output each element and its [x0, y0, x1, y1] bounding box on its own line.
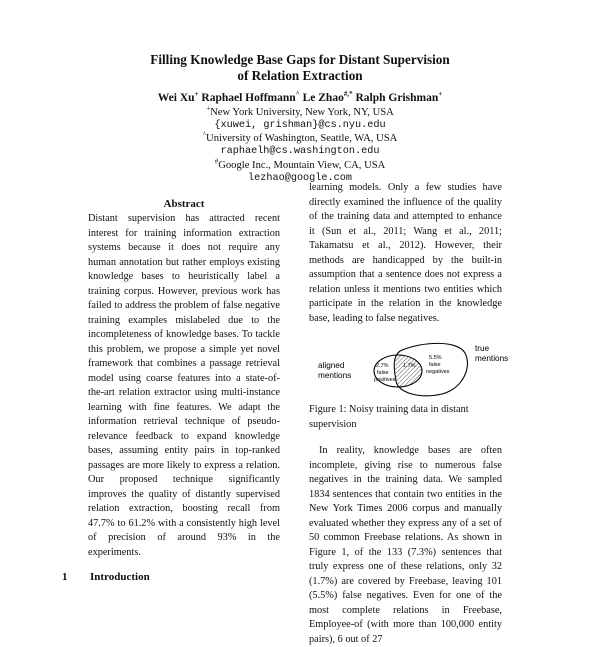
label-aligned-1: aligned — [318, 361, 345, 370]
affiliation-text: Google Inc., Mountain View, CA, USA — [218, 160, 386, 171]
author-mark: #,* — [343, 90, 353, 99]
label-overlap-pct: 1.7% — [403, 363, 416, 369]
section-heading-introduction — [62, 571, 150, 583]
affiliation-mark: # — [214, 157, 219, 166]
abstract-heading: Abstract — [163, 198, 205, 210]
author-name: Wei Xu — [157, 92, 195, 104]
title-line-2: of Relation Extraction — [237, 68, 363, 83]
body-paragraph: learning models. Only a few studies have directly examined the influence of the quality of the training data and attempted to enhance it (Sun et al., 2011; Wang et al., 2011; Takamatsu et al., 2012). However, their methods are handicapped by the built-in assumption that a sentence does not express a relation unless it mentions two entities which participate in the relation in the knowledge base, leading to false negatives. — [309, 182, 502, 324]
affiliation-text: University of Washington, Seattle, WA, USA — [206, 133, 398, 144]
author-mark: + — [438, 90, 443, 99]
email-nyu[interactable]: {xuwei, grishman}@cs.nyu.edu — [214, 120, 386, 131]
affiliation-uw — [60, 132, 540, 145]
label-fn-1: false — [429, 362, 441, 368]
author-name: Raphael Hoffmann — [201, 92, 296, 104]
author-mark: + — [194, 90, 199, 99]
author-list — [60, 91, 540, 105]
right-column-top — [309, 181, 502, 326]
figure-1-venn-diagram — [312, 338, 509, 400]
label-fn-pct: 5.5% — [429, 355, 442, 361]
section-number: 1 — [62, 571, 68, 583]
label-fn-2: negatives — [426, 369, 450, 375]
paper-title — [60, 52, 540, 84]
label-aligned-2: mentions — [318, 371, 352, 380]
email-google[interactable]: lezhao@google.com — [248, 173, 352, 184]
abstract-text: Distant supervision has attracted recent interest for training information extraction systems because it does not require any human annotation but rather employs existing knowledge bases to heuristically label a training corpus. However, previous work has failed to address the problem of false negative training examples mislabeled due to the incompleteness of knowledge bases. To tackle this problem, we propose a simple yet novel framework that combines a passage retrieval model using coarse features into a state-of-the-art relation extractor using multi-instance learning with fine features. We adapt the information retrieval technique of pseudo-relevance feedback to expand knowledge bases, assuming entity pairs in top-ranked passages are more likely to express a relation. Our proposed technique significantly improves the quality of distantly supervised relation extraction, boosting recall from 47.7% to 61.2% with a consistently high level of precision of around 93% in the experiments. — [88, 213, 280, 558]
label-fp-pct: 2.7% — [376, 363, 389, 369]
affiliation-text: New York University, New York, NY, USA — [210, 107, 394, 118]
author-mark: ^ — [295, 90, 300, 99]
abstract-body — [88, 212, 280, 560]
label-true-2: mentions — [475, 354, 509, 363]
affiliation-nyu — [60, 106, 540, 119]
affiliation-mark: + — [206, 104, 211, 113]
author-name: Le Zhao — [302, 92, 344, 104]
email-uw[interactable]: raphaelh@cs.washington.edu — [220, 146, 380, 157]
body-paragraph: In reality, knowledge bases are often incomplete, giving rise to numerous false negatives in the training data. We sampled 1834 sentences that contain two entities in the New York Times 2006 corpus and manually evaluated whether they express any of a set of 50 common Freebase relations. As shown in Figure 1, of the 133 (7.3%) sentences that truly express one of these relations, only 32 (1.7%) are covered by Freebase, leaving 101 (5.5%) false negatives. Even for one of the most complete relations in Freebase, Employee-of (with more than 100,000 entity pairs), 6 out of 27 — [309, 445, 502, 645]
author-name: Ralph Grishman — [355, 92, 439, 104]
label-true-1: true — [475, 344, 490, 353]
affiliation-google — [60, 159, 540, 172]
section-title: Introduction — [90, 571, 150, 583]
affiliation-mark: ^ — [202, 130, 207, 139]
figure-1-caption: Figure 1: Noisy training data in distant supervision — [309, 404, 469, 430]
label-fp-2: positives — [374, 377, 396, 383]
label-fp-1: false — [377, 370, 389, 376]
title-line-1: Filling Knowledge Base Gaps for Distant Supervision — [150, 52, 450, 67]
right-column-bottom — [309, 444, 502, 647]
